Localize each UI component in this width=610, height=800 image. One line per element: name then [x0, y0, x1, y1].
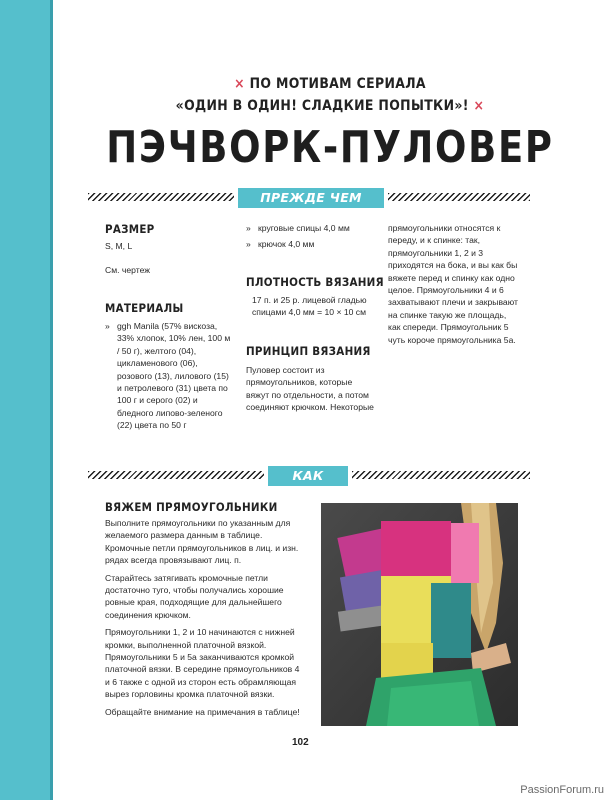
list-item [246, 238, 376, 250]
series-text-1: ПО МОТИВАМ СЕРИАЛА [249, 76, 426, 92]
bullet-icon: » [246, 223, 251, 233]
section-label-before-start: ПРЕЖДЕ ЧЕМ НАЧАТЬ [238, 188, 384, 208]
page-number: 102 [292, 737, 309, 748]
series-line-2 [60, 98, 600, 114]
series-text-2: «ОДИН В ОДИН! СЛАДКИЕ ПОПЫТКИ»! [175, 98, 469, 114]
page-title: ПЭЧВОРК-ПУЛОВЕР [106, 122, 554, 173]
instruction-paragraph: Обращайте внимание на примечания в таблице! [105, 706, 300, 717]
instruction-paragraph: Выполните прямоугольники по указанным для желаемого размера данным в таблице. Кромочные петли прямоугольников в лиц. и изн. рядах всегда провязывают лиц. п. [105, 518, 299, 566]
sweater-photo [321, 503, 518, 726]
watermark: PassionForum.ru [520, 784, 604, 796]
materials-text: ggh Manila (57% вискоза, 33% хлопок, 10% лен, 100 м / 50 г), желтого (04), цикламенового (06), розового (13), лилового (15) и петролевого (31) цвета по 100 г и серого (02) и бледного липово-зеленого (22) цвета по 50 г [117, 321, 231, 431]
bullet-icon: » [105, 321, 110, 331]
instruction-paragraph: Старайтесь затягивать кромочные петли достаточно туго, чтобы получались хорошие ровные края, подходящие для дальнейшего соединения крючком. [105, 572, 284, 620]
principle-continued: прямоугольники относятся к переду, и к спинке: так, прямоугольники 1, 2 и 3 приходятся на бока, и вы как бы вяжете перед и спинку как одно целое. Прямоугольники 4 и 6 захватывают плечи и закрывают на спинке такую же площадь, как спереди. Прямоугольник 5 чуть короче прямоугольника 5а. [388, 223, 518, 345]
bullet-icon: » [246, 239, 251, 250]
teal-sidebar [0, 0, 50, 800]
size-note: См. чертеж [105, 265, 151, 275]
materials-list [105, 320, 233, 432]
materials-heading: МАТЕРИАЛЫ [105, 301, 184, 315]
section-label-how-to-knit: КАК ВЯЗАТЬ [268, 466, 348, 486]
gauge-text: 17 п. и 25 р. лицевой гладью спицами 4,0 мм = 10 × 10 см [252, 295, 367, 318]
list-item [246, 222, 376, 234]
hatch-right [352, 471, 530, 479]
principle-text: Пуловер состоит из прямоугольников, которые вяжут по отдельности, а потом соединяют крючком. Некоторые [246, 365, 374, 413]
hatch-right [388, 193, 530, 201]
sweater-illustration [321, 503, 518, 726]
cross-mark-icon: × [473, 98, 485, 114]
hatch-left [88, 193, 234, 201]
size-value: S, M, L [105, 241, 133, 251]
principle-heading: ПРИНЦИП ВЯЗАНИЯ [246, 344, 371, 358]
series-line-1 [60, 76, 600, 92]
size-heading: РАЗМЕР [105, 222, 155, 236]
section-bar-how-to-knit [88, 466, 530, 503]
tools-list [246, 222, 376, 251]
gauge-heading: ПЛОТНОСТЬ ВЯЗАНИЯ [246, 275, 384, 289]
cross-mark-icon: × [234, 76, 245, 92]
section-bar-before-start [88, 188, 530, 225]
rectangles-heading: ВЯЖЕМ ПРЯМОУГОЛЬНИКИ [105, 500, 278, 514]
tool-text: крючок 4,0 мм [258, 239, 315, 250]
hatch-left [88, 471, 264, 479]
instruction-paragraph: Прямоугольники 1, 2 и 10 начинаются с нижней кромки, выполненной платочной вязкой. Прямоугольники 5 и 5а заканчиваются кромкой платочной вязки. В середине прямоугольников 4 и 6 также с одной из сторон есть обрамляющая вырез горловины кромка платочной вязки. [105, 627, 300, 700]
materials-item [105, 320, 233, 432]
tool-text: круговые спицы 4,0 мм [258, 223, 350, 233]
sidebar-edge [50, 0, 53, 800]
instructions [105, 517, 301, 718]
